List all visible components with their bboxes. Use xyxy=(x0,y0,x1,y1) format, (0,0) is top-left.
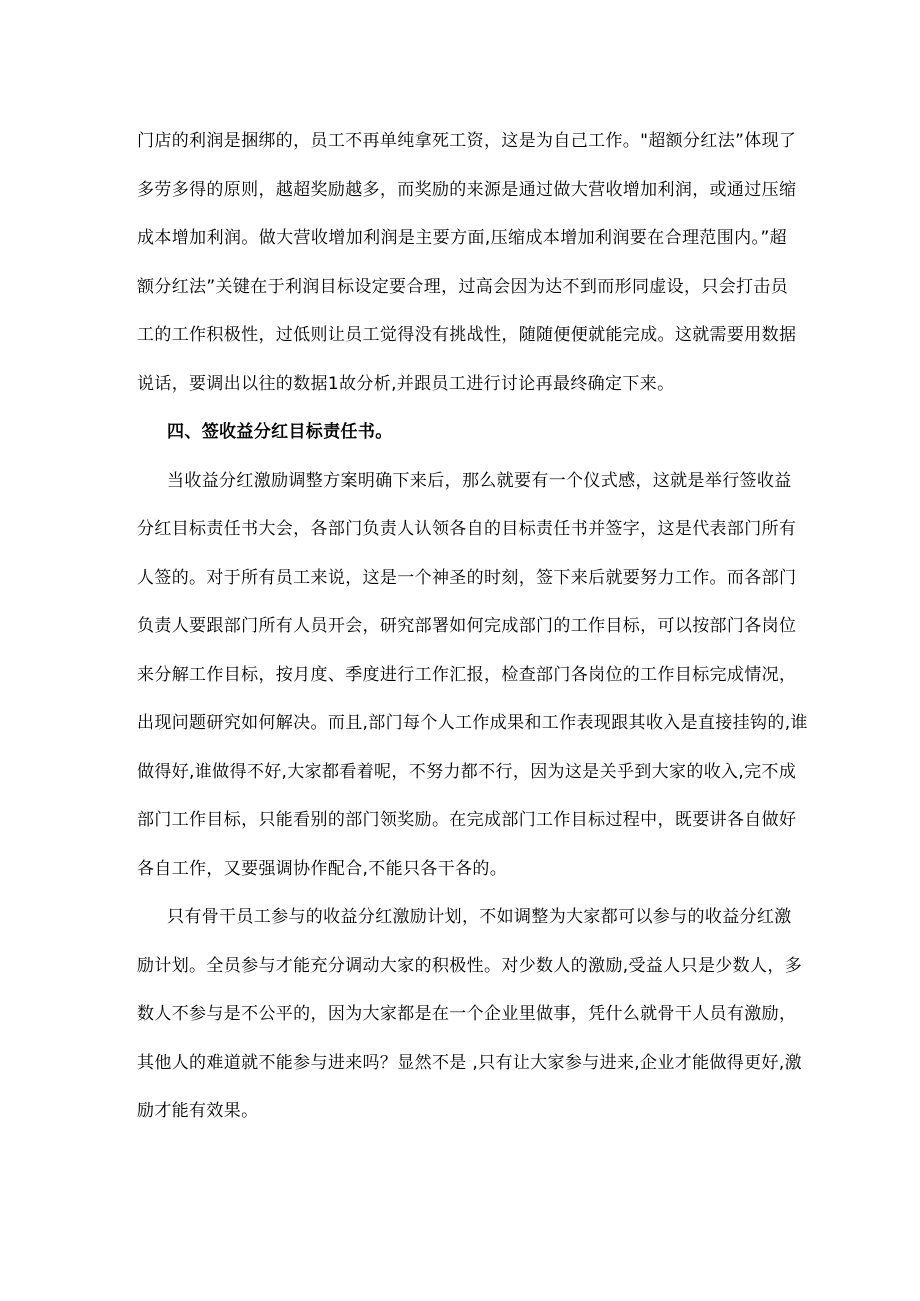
text-line: 数人不参与是不公平的，因为大家都是在一个企业里做事，凭什么就骨干人员有激励， xyxy=(137,1004,797,1024)
text-line: 分红目标责任书大会，各部门负责人认领各自的目标责任书并签字，这是代表部门所有 xyxy=(137,519,797,539)
text-line: 部门工作目标，只能看别的部门领奖励。在完成部门工作目标过程中，既要讲各自做好 xyxy=(137,810,797,830)
text-line: 各自工作，又要强调协作配合,不能只各干各的。 xyxy=(137,858,508,879)
text-line: 出现问题研究如何解决。而且,部门每个人工作成果和工作表现跟其收入是直接挂钩的,谁 xyxy=(137,713,808,733)
text-line: 负责人要跟部门所有人员开会，研究部署如何完成部门的工作目标，可以按部门各岗位 xyxy=(137,616,797,636)
document-body xyxy=(137,121,808,1140)
text-line: 当收益分红激励调整方案明确下来后，那么就要有一个仪式感，这就是举行签收益 xyxy=(167,470,792,491)
section-heading xyxy=(137,412,787,461)
paragraph xyxy=(137,461,808,898)
paragraph xyxy=(137,897,803,1140)
text-line: 其他人的难道就不能参与进来吗？显然不是 ,只有让大家参与进来,企业才能做得更好,激 xyxy=(137,1052,802,1073)
text-line: 只有骨干员工参与的收益分红激励计划，不如调整为大家都可以参与的收益分红激 xyxy=(167,907,792,927)
paragraph xyxy=(137,121,797,412)
text-line: 做得好,谁做得不好,大家都看着呢，不努力都不行，因为这是关乎到大家的收入,完不成 xyxy=(137,761,797,782)
text-line: 工的工作积极性，过低则让员工觉得没有挑战性，随随便便就能完成。这就需要用数据 xyxy=(137,325,797,345)
text-line: 说话，要调出以往的数据1故分析,并跟员工进行讨论再最终确定下来。 xyxy=(137,373,675,394)
text-line: 来分解工作目标，按月度、季度进行工作汇报，检查部门各岗位的工作目标完成情况， xyxy=(137,664,797,685)
text-line: 多劳多得的原则，越超奖励越多，而奖励的来源是通过做大营收增加利润，或通过压缩 xyxy=(137,179,797,200)
text-line: 人签的。对于所有员工来说，这是一个神圣的时刻，签下来后就要努力工作。而各部门 xyxy=(137,567,797,588)
text-line: 励才能有效果。 xyxy=(137,1101,259,1121)
text-line: 门店的利润是捆绑的，员工不再单纯拿死工资，这是为自己工作。"超额分红法”体现了 xyxy=(137,131,797,151)
heading-text: 四、签收益分红目标责任书。 xyxy=(167,422,393,442)
text-line: 额分红法”关键在于利润目标设定要合理，过高会因为达不到而形同虚设，只会打击员 xyxy=(137,276,789,297)
text-line: 成本增加利润。做大营收增加利润是主要方面,压缩成本增加利润要在合理范围内。”超 xyxy=(137,228,787,248)
text-line: 励计划。全员参与才能充分调动大家的积极性。对少数人的激励,受益人只是少数人，多 xyxy=(137,955,803,976)
